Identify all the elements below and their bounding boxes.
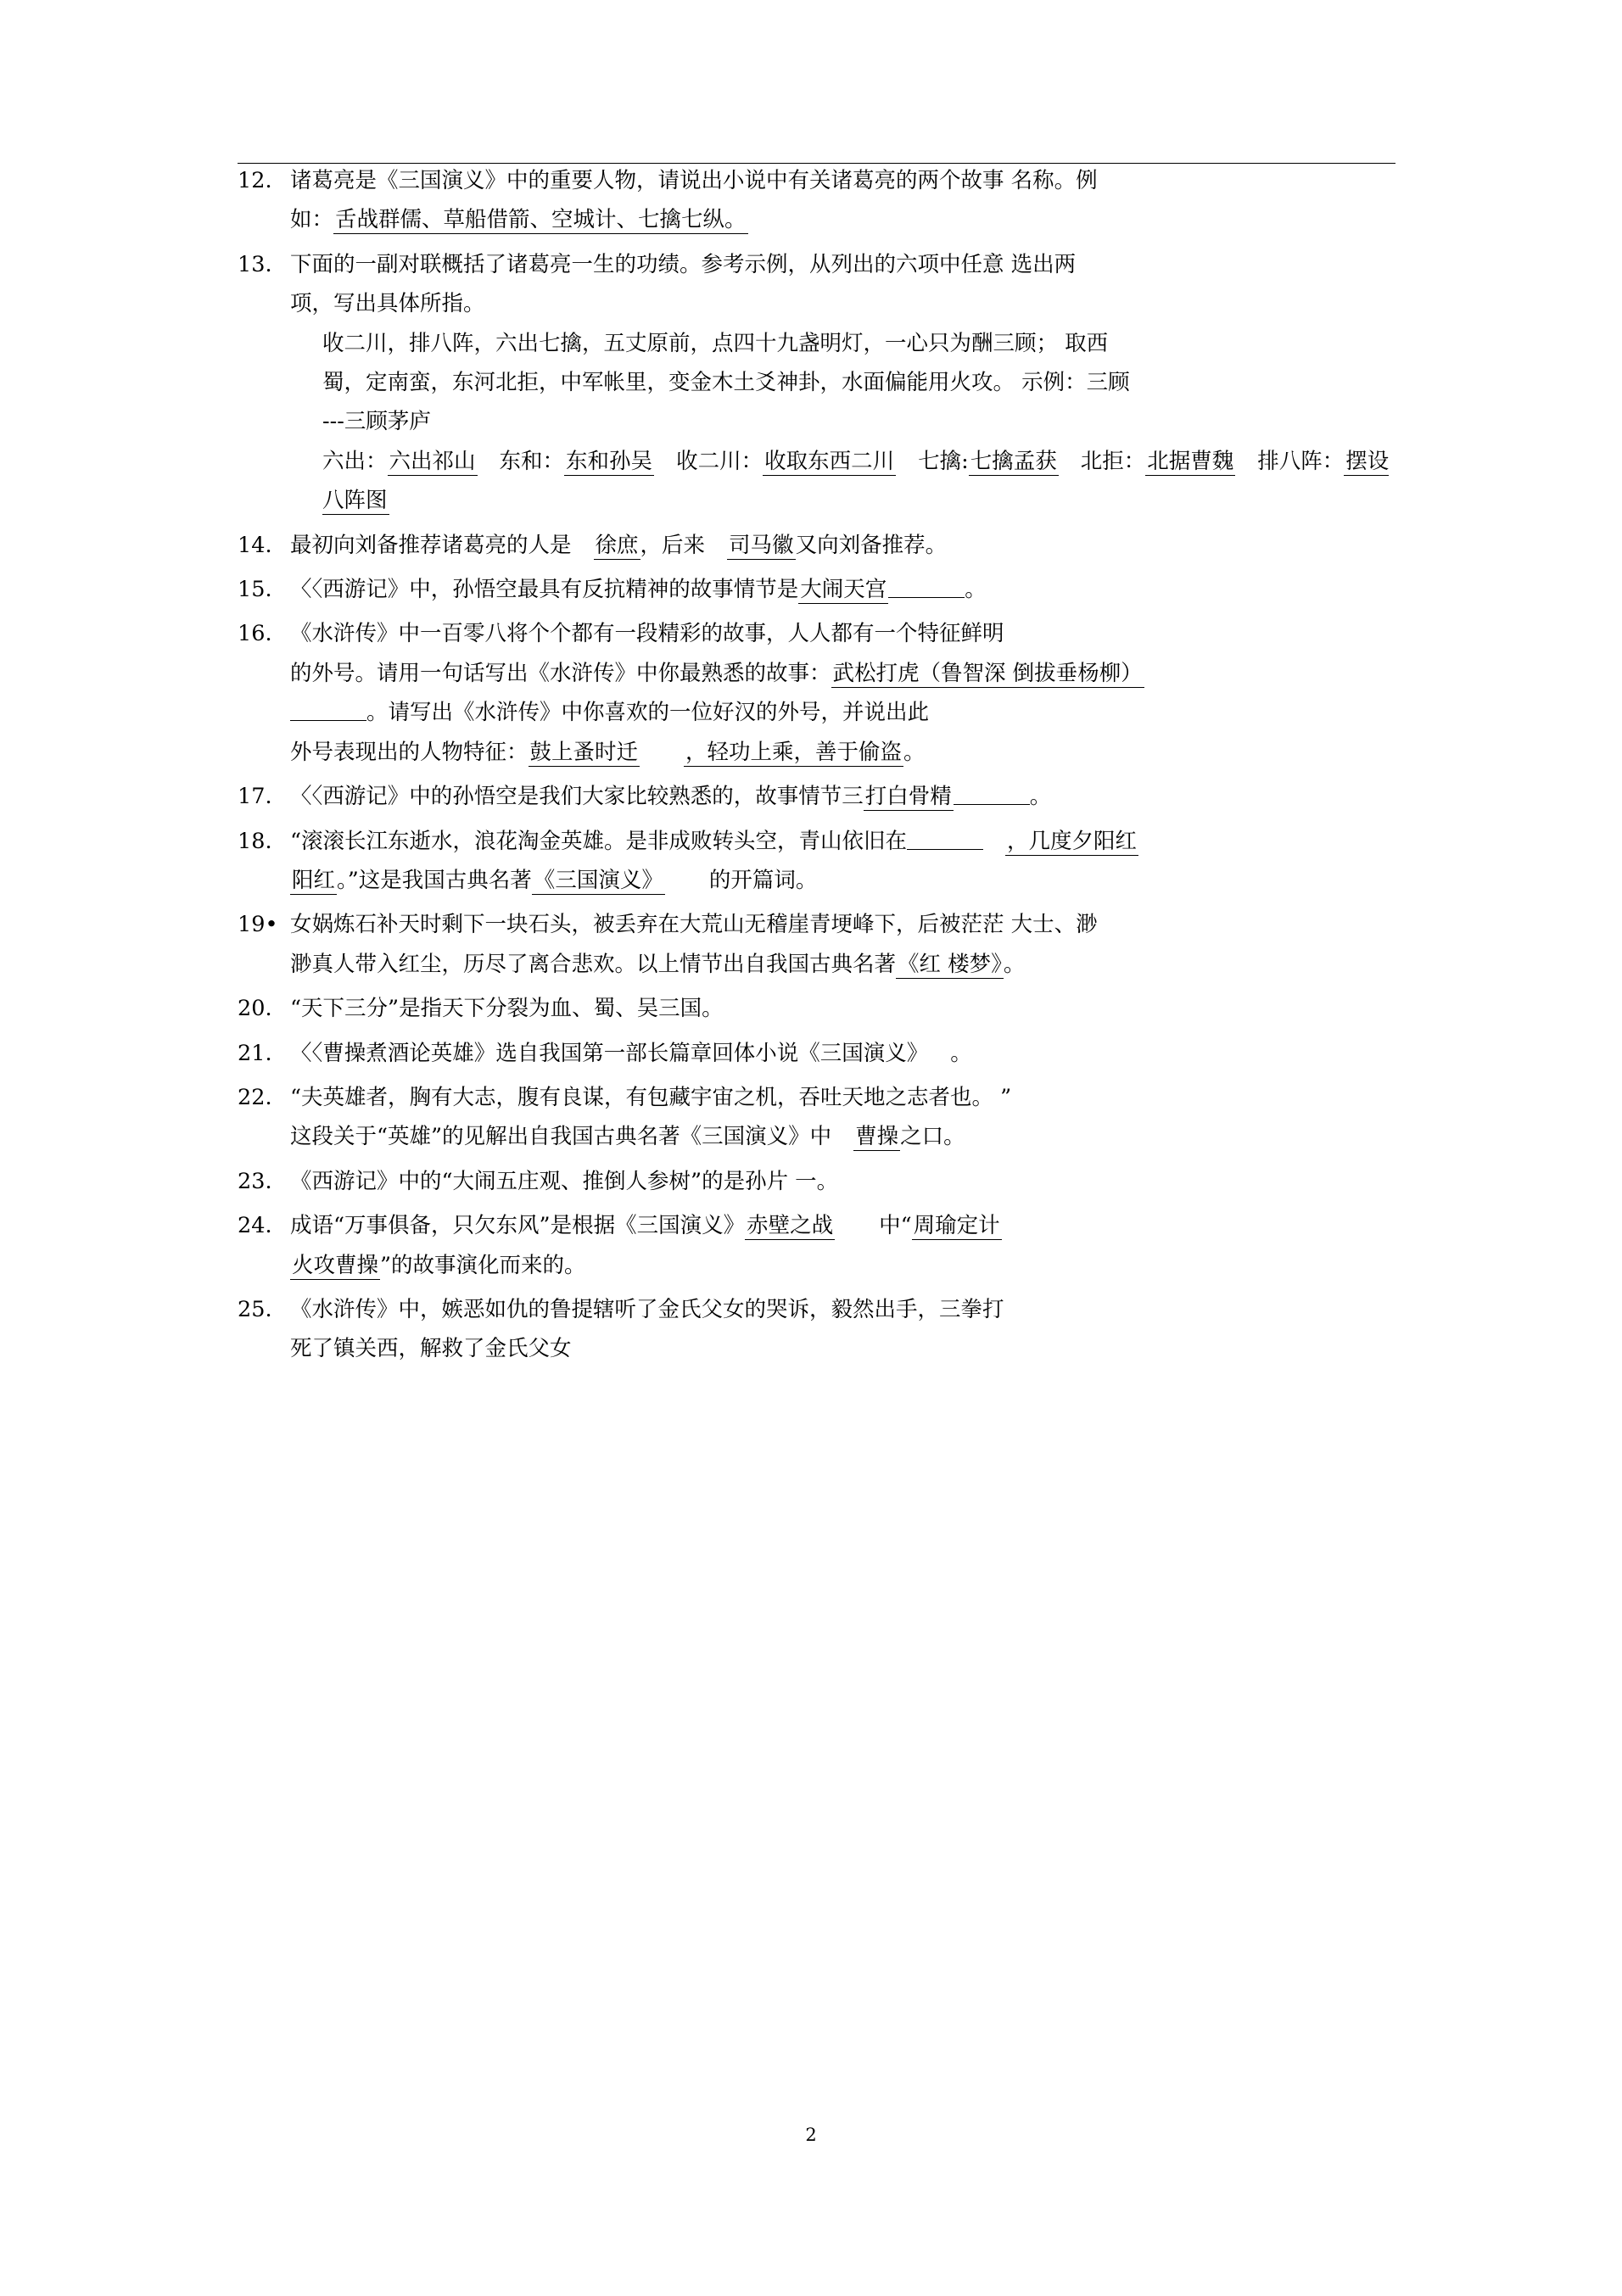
question-number: 25. [238,1296,272,1322]
answer-text: 六出祁山 [389,448,476,474]
question-line: “天下三分”是指天下分裂为血、蜀、吴三国。 [290,996,724,1022]
question-line: 。请写出《水浒传》中你喜欢的一位好汉的外号，并说出此 [290,693,1395,732]
question-item [238,1162,1395,1201]
question-line: 死了镇关西，解救了金氏父女 [290,1336,572,1362]
question-line: 《西游记》中的“大闹五庄观、推倒人参树”的是孙片 一。 [290,1168,839,1194]
answer-text: 徐庶 [595,532,639,558]
answer-text: 北据曹魏 [1147,448,1234,474]
question-line: 《水浒传》中，嫉恶如仇的鲁提辖听了金氏父女的哭诉，毅然出手，三拳打 [290,1296,1004,1322]
answer-blank [888,573,965,598]
answer-text: 东和孙吴 [566,448,653,474]
question-number: 15. [238,577,272,603]
answer-text: 《三国演义》 [533,867,663,893]
answer-text: ，轻功上乘，善于偷盗 [685,739,903,765]
answer-blank [907,824,983,849]
question-item [238,1078,1395,1157]
question-line: 收二川，排八阵，六出七擒，五丈原前，点四十九盏明灯，一心只为酬三顾； 取西 [322,330,1109,356]
question-line: 最初向刘备推荐诸葛亮的人是 徐庶，后来 司马徽又向刘备推荐。 [290,532,948,558]
question-number: 14. [238,532,272,558]
question-body [290,777,1395,816]
question-line: 成语“万事俱备，只欠东风”是根据《三国演义》赤壁之战 中“周瑜定计 [290,1213,1000,1239]
question-item [238,905,1395,984]
question-line: ---三顾茅庐 [322,409,431,435]
answer-text: 收取东西二川 [764,448,895,474]
question-line: 的外号。请用一句话写出《水浒传》中你最熟悉的故事：武松打虎（鲁智深 倒拔垂杨柳） [290,660,1143,686]
question-body [290,1162,1395,1201]
question-body [290,989,1395,1028]
question-line: 〈〈曹操煮酒论英雄》选自我国第一部长篇章回体小说《三国演义》 。 [290,1040,972,1066]
question-line: 诸葛亮是《三国演义》中的重要人物，请说出小说中有关诸葛亮的两个故事 名称。例 [290,168,1098,193]
question-body [290,570,1395,609]
question-item [238,989,1395,1028]
answer-text: 打白骨精 [864,784,952,810]
question-item [238,526,1395,565]
answer-group [290,442,1395,521]
question-line: 渺真人带入红尘，历尽了离合悲欢。以上情节出自我国古典名著《红 楼梦》。 [290,951,1026,977]
question-item [238,1206,1395,1285]
question-body [290,614,1395,772]
answer-text: 武松打虎（鲁智深 倒拔垂杨柳） [832,660,1143,686]
question-line: 项，写出具体所指。 [290,291,485,317]
answer-label: 排八阵： [1257,448,1345,474]
question-number: 18. [238,828,272,854]
question-item [238,777,1395,816]
answer-text: 火攻曹操 [292,1252,379,1278]
answer-label: 收二川： [676,448,763,474]
question-number: 13. [238,251,272,277]
question-body [290,1078,1395,1157]
question-line: “滚滚长江东逝水，浪花淘金英雄。是非成败转头空，青山依旧在 ，几度夕阳红 [290,822,1395,861]
answer-text: 大闹天宫 [800,577,887,603]
question-line: “夫英雄者，胸有大志，腹有良谋，有包藏宇宙之机，吞吐天地之志者也。 ” [290,1084,1012,1110]
question-body [290,161,1395,240]
question-body [290,1290,1395,1369]
answer-text: 鼓上蚤时迁 [529,739,639,765]
question-line: 《水浒传》中一百零八将个个都有一段精彩的故事，人人都有一个特征鲜明 [290,621,1004,647]
question-item [238,822,1395,901]
question-body [290,245,1395,521]
answer-text: 赤壁之战 [747,1213,834,1239]
question-line: 女娲炼石补天时剩下一块石头，被丢弃在大荒山无稽崖青埂峰下，后被茫茫 大士、渺 [290,912,1098,938]
question-line: 这段关于“英雄”的见解出自我国古典名著《三国演义》中 曹操之口。 [290,1124,965,1150]
question-number: 23. [238,1168,272,1194]
question-body [290,822,1395,901]
question-item [238,1290,1395,1369]
question-number: 22. [238,1084,272,1110]
answer-label: 六出： [322,448,388,474]
answer-text: 曹操 [855,1124,899,1150]
answer-text: ，几度夕阳红 [1007,828,1138,854]
question-body [290,526,1395,565]
answer-text: 七擒孟获 [970,448,1057,474]
question-line: 如：舌战群儒、草船借箭、空城计、七擒七纵。 [290,207,747,233]
answer-blank [954,780,1030,805]
question-line: 外号表现出的人物特征：鼓上蚤时迁 ，轻功上乘，善于偷盗。 [290,739,926,765]
question-number: 20. [238,996,272,1022]
question-item [238,570,1395,609]
question-item [238,1034,1395,1073]
answer-text: 《红 楼梦》 [898,951,1002,977]
question-line: 阳红。”这是我国古典名著《三国演义》 的开篇词。 [292,867,818,893]
answer-text: 周瑜定计 [913,1213,1000,1239]
answer-text: 摆设八阵图 [322,448,1390,514]
question-number: 17. [238,784,272,810]
answer-label: 东和： [499,448,565,474]
question-item [238,614,1395,772]
question-line: 〈〈西游记》中，孙悟空最具有反抗精神的故事情节是大闹天宫 。 [290,570,1395,609]
answer-blank [290,696,366,721]
question-body [290,1206,1395,1285]
question-number: 24. [238,1213,272,1239]
answer-label: 七擒: [918,448,969,474]
question-number: 19• [238,912,278,938]
question-number: 12. [238,168,272,193]
question-list [238,161,1395,1374]
page-number: 2 [805,2125,817,2145]
answer-label: 北拒： [1080,448,1146,474]
question-item [238,245,1395,521]
question-line: 火攻曹操”的故事演化而来的。 [292,1252,586,1278]
answer-text: 司马徽 [729,532,794,558]
question-line: 〈〈西游记》中的孙悟空是我们大家比较熟悉的，故事情节三打白骨精 。 [290,777,1395,816]
question-line: 蜀，定南蛮，东河北拒，中军帐里，变金木土爻神卦，水面偏能用火攻。 示例：三顾 [322,370,1130,396]
question-number: 16. [238,621,272,647]
question-item [238,161,1395,240]
question-body [290,905,1395,984]
question-line: 下面的一副对联概括了诸葛亮一生的功绩。参考示例，从列出的六项中任意 选出两 [290,251,1077,277]
question-number: 21. [238,1040,272,1066]
question-body [290,1034,1395,1073]
answer-text: 舌战群儒、草船借箭、空城计、七擒七纵。 [335,207,747,233]
answer-text: 阳红 [292,867,336,893]
